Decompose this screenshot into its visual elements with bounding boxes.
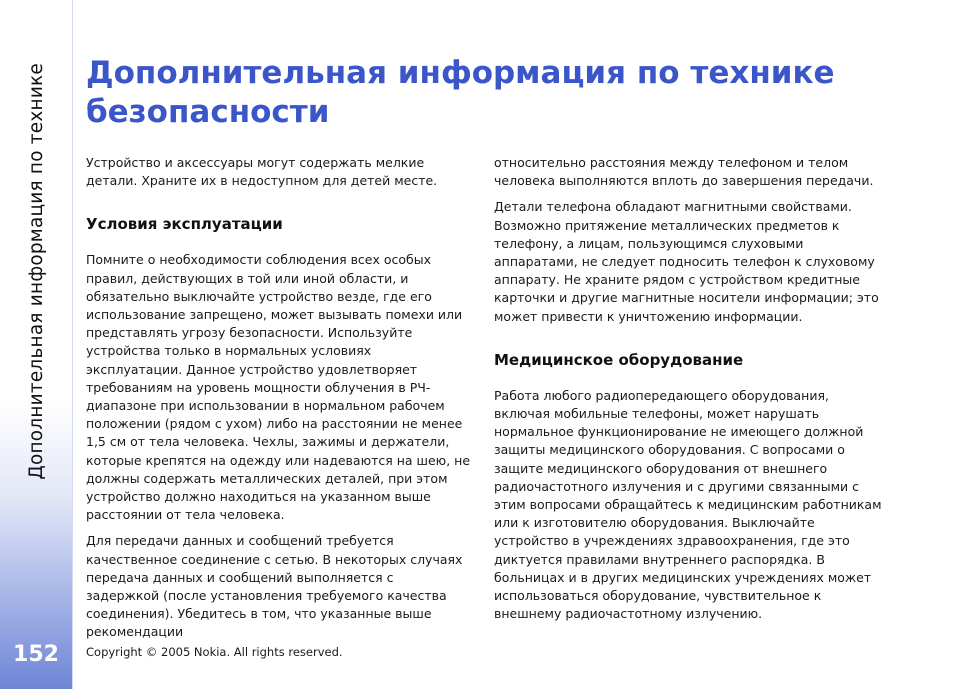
intro-paragraph: Устройство и аксессуары могут содержать мелкие детали. Храните их в недоступном для детей месте. [86, 155, 438, 189]
data-transfer-paragraph: Для передачи данных и сообщений требуется качественное соединение с сетью. В некоторых случаях передача данных и сообщений выполняется с задержкой (после установления требуемого качества соединения). Убедитесь в том, что указанные выше рекомендации [86, 533, 463, 640]
sidebar-section-title [11, 48, 61, 494]
operating-conditions-paragraph: Помните о необходимости соблюдения всех особых правил, действующих в той или иной области, и обязательно выключайте устройство везде, где его использование запрещено, может вызывать помехи или представлять угрозу безопасности. Используйте устройства только в нормальных условиях эксплуатации. Данное устройство удовлетворяет требованиям на уровень мощности облучения в РЧ-диапазоне при использовании в нормальном рабочем положении (рядом с ухом) либо на расстоянии не менее 1,5 см от тела человека. Чехлы, зажимы и держатели, которые крепятся на одежду или надеваются на шею, не должны содержать металлических деталей, при этом устройство должно находиться на указанном выше расстоянии от тела человека. [86, 252, 471, 523]
right-column [494, 154, 884, 631]
page-number: 152 [13, 642, 59, 667]
left-column [86, 154, 470, 650]
sidebar-title-text: Дополнительная информация по технике [25, 62, 47, 480]
section-heading-operating-conditions: Условия эксплуатации [86, 215, 283, 234]
page-title: Дополнительная информация по технике безопасности [86, 55, 835, 130]
section-heading-medical-equipment: Медицинское оборудование [494, 350, 744, 369]
copyright-footer: Copyright © 2005 Nokia. All rights reserved. [86, 645, 343, 659]
medical-equipment-paragraph: Работа любого радиопередающего оборудования, включая мобильные телефоны, может нарушать нормальное функционирование не имеющего должной защиты медицинского оборудования. С вопросами о защите медицинского оборудования от внешнего радиочастотного излучения и с другими связанными с этим вопросами обращайтесь к медицинским работникам или к изготовителю оборудования. Выключайте устройство в учреждениях здравоохранения, где это диктуется правилами внутреннего распорядка. В больницах и в других медицинских учреждениях может использоваться оборудование, чувствительное к внешнему радиочастотному излучению. [494, 387, 882, 622]
magnetic-paragraph: Детали телефона обладают магнитными свойствами. Возможно притяжение металлических предметов к телефону, а лицам, пользующимся слуховыми аппаратами, не следует подносить телефон к слуховому аппарату. Не храните рядом с устройством кредитные карточки и другие магнитные носители информации; это может привести к уничтожению информации. [494, 199, 879, 324]
continuation-paragraph: относительно расстояния между телефоном и телом человека выполняются вплоть до завершения передачи. [494, 155, 874, 189]
sidebar [0, 0, 73, 689]
